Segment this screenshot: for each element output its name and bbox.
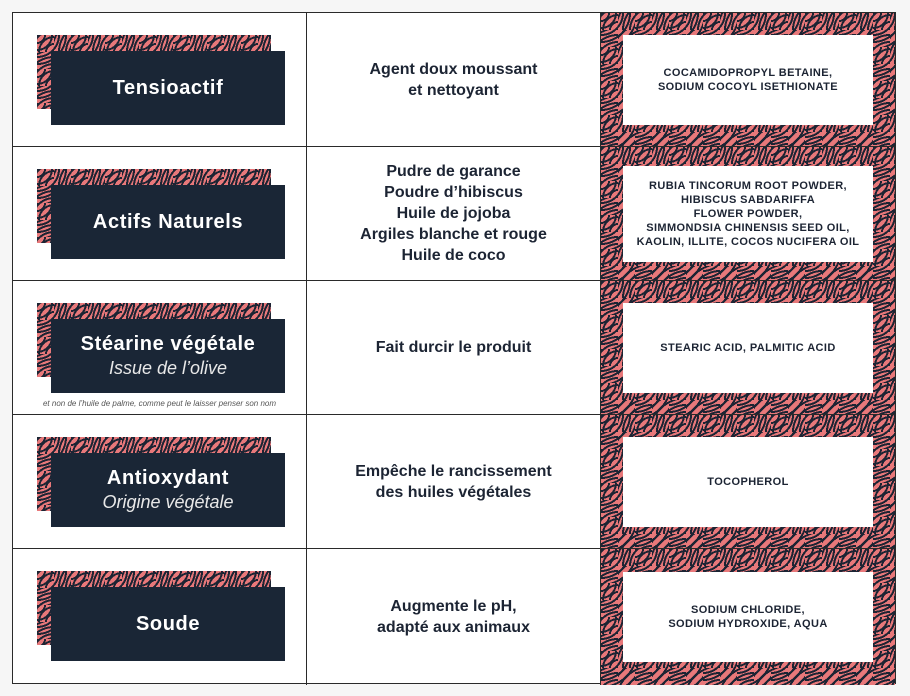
ingredient-description-cell xyxy=(307,281,601,414)
ingredient-subtitle: Issue de l’olive xyxy=(108,358,228,378)
inci-cell xyxy=(601,147,895,280)
ingredient-label xyxy=(51,587,285,661)
inci-box xyxy=(623,303,873,393)
ingredient-description-cell xyxy=(307,415,601,548)
ingredient-label xyxy=(51,453,285,527)
table-row xyxy=(13,147,895,281)
ingredient-name-cell xyxy=(13,281,307,414)
table-row xyxy=(13,549,895,685)
ingredient-title: Stéarine végétale xyxy=(80,333,256,355)
inci-text: TOCOPHEROL xyxy=(707,475,789,488)
inci-text: SODIUM CHLORIDE, SODIUM HYDROXIDE, AQUA xyxy=(668,604,828,630)
inci-cell xyxy=(601,549,895,685)
table-row xyxy=(13,415,895,549)
ingredient-name-cell xyxy=(13,549,307,685)
table-row xyxy=(13,13,895,147)
ingredient-description: Pudre de garance Poudre d’hibiscus Huile de jojoba Argiles blanche et rouge Huile de coco xyxy=(360,163,547,264)
ingredient-label xyxy=(51,319,285,393)
inci-box xyxy=(623,572,873,662)
ingredients-table xyxy=(12,12,896,684)
inci-cell xyxy=(601,13,895,146)
inci-box xyxy=(623,166,873,262)
ingredient-description: Augmente le pH, adapté aux animaux xyxy=(377,598,530,636)
ingredient-title: Tensioactif xyxy=(112,76,224,99)
ingredient-title: Antioxydant xyxy=(106,467,230,489)
ingredient-description-cell xyxy=(307,13,601,146)
inci-box xyxy=(623,35,873,125)
inci-cell xyxy=(601,281,895,414)
table-row xyxy=(13,281,895,415)
inci-text: RUBIA TINCORUM ROOT POWDER, HIBISCUS SABDARIFFA FLOWER POWDER, SIMMONDSIA CHINENSIS SEED OIL, KAOLIN, ILLITE, COCOS NUCIFERA OIL xyxy=(636,179,860,248)
inci-box xyxy=(623,437,873,527)
inci-text: STEARIC ACID, PALMITIC ACID xyxy=(660,341,836,354)
ingredient-name-cell xyxy=(13,415,307,548)
ingredient-title: Soude xyxy=(135,612,201,635)
inci-cell xyxy=(601,415,895,548)
ingredient-subtitle: Origine végétale xyxy=(102,492,234,512)
ingredient-label xyxy=(51,185,285,259)
ingredient-name-cell xyxy=(13,147,307,280)
ingredient-label xyxy=(51,51,285,125)
ingredient-description: Empêche le rancissement des huiles végétales xyxy=(355,462,552,501)
ingredient-description-cell xyxy=(307,147,601,280)
ingredient-footnote: et non de l’huile de palme, comme peut le laisser penser son nom xyxy=(42,399,277,408)
ingredient-description: Fait durcir le produit xyxy=(375,339,532,356)
inci-text: COCAMIDOPROPYL BETAINE, SODIUM COCOYL ISETHIONATE xyxy=(657,66,839,93)
ingredient-name-cell xyxy=(13,13,307,146)
ingredient-description: Agent doux moussant et nettoyant xyxy=(369,60,538,99)
ingredient-title: Actifs Naturels xyxy=(92,210,244,233)
ingredient-description-cell xyxy=(307,549,601,685)
